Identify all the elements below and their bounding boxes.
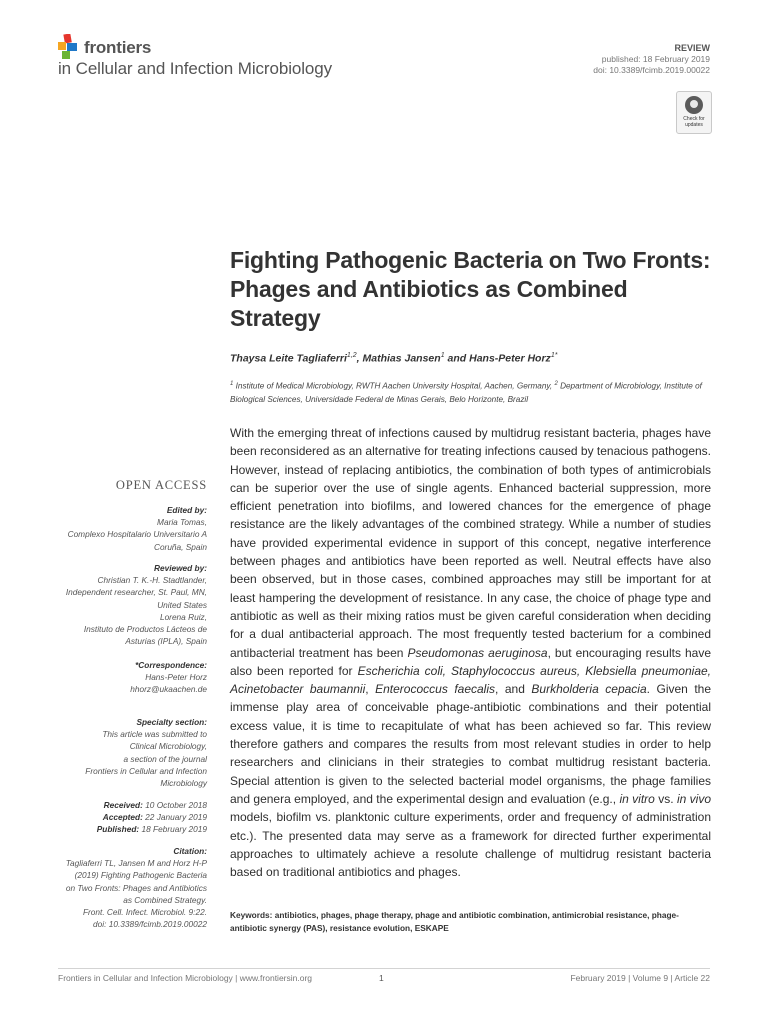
author-separator: , <box>356 352 363 365</box>
author-link[interactable]: Hans-Peter Horz <box>469 352 551 365</box>
abstract-species: Burkholderia cepacia <box>531 682 647 697</box>
specialty-line: Microbiology <box>160 778 207 789</box>
editor-line[interactable]: Maria Tomas, <box>157 517 207 528</box>
specialty-line: Clinical Microbiology, <box>129 741 207 752</box>
accepted-label: Accepted: <box>102 812 143 823</box>
author-link[interactable]: Mathias Jansen <box>362 352 441 365</box>
article-type: REVIEW <box>674 43 710 53</box>
keywords-list: antibiotics, phages, phage therapy, phage and antibiotic combination, antimicrobial resistance, phage-antibiotic synergy (PAS), resistance evolution, ESKAPE <box>230 910 679 933</box>
reviewer-line: Asturias (IPLA), Spain <box>125 636 207 647</box>
abstract-species: Pseudomonas aeruginosa <box>407 645 548 660</box>
footer-divider <box>58 968 710 969</box>
edited-by-block <box>40 504 207 553</box>
check-updates-label: Check for updates <box>683 116 705 128</box>
page-number: 1 <box>379 973 384 983</box>
published-value: 18 February 2019 <box>141 824 207 835</box>
abstract-term: in vivo <box>676 791 712 806</box>
check-for-updates-button[interactable] <box>676 91 712 134</box>
specialty-line: This article was submitted to <box>102 729 207 740</box>
brand-name: frontiers <box>84 38 152 57</box>
editor-line: Complexo Hospitalario Universitario A <box>67 529 207 540</box>
author-link[interactable]: Thaysa Leite Tagliaferri <box>230 352 347 365</box>
author-list <box>230 352 557 365</box>
received-date <box>40 799 207 811</box>
specialty-line: a section of the journal <box>123 753 207 764</box>
reviewed-by-label: Reviewed by: <box>153 563 207 573</box>
doi-link[interactable]: doi: 10.3389/fcimb.2019.00022 <box>593 65 710 75</box>
specialty-line: Frontiers in Cellular and Infection <box>85 765 207 776</box>
citation-line: Tagliaferri TL, Jansen M and Horz H-P <box>65 858 207 869</box>
keywords-label: Keywords: <box>230 910 273 920</box>
reviewer-line[interactable]: Lorena Ruiz, <box>159 611 207 622</box>
reviewer-line[interactable]: Christian T. K.-H. Stadtlander, <box>97 575 207 586</box>
editor-line: Coruña, Spain <box>153 541 207 552</box>
published-date: published: 18 February 2019 <box>601 54 710 64</box>
accepted-value: 22 January 2019 <box>145 812 207 823</box>
reviewer-line: Independent researcher, St. Paul, MN, <box>65 587 207 598</box>
abstract-text: , <box>365 682 376 697</box>
correspondence-name[interactable]: Hans-Peter Horz <box>145 672 207 683</box>
abstract-text: , but encouraging results have also been reported for <box>230 645 711 678</box>
affil-sup: 2 <box>554 381 558 387</box>
footer-issue-info: February 2019 | Volume 9 | Article 22 <box>570 973 710 983</box>
check-updates-icon <box>685 96 703 114</box>
specialty-label: Specialty section: <box>136 717 207 727</box>
accepted-date <box>40 811 207 823</box>
published-label: Published: <box>96 824 140 835</box>
citation-line: Front. Cell. Infect. Microbiol. 9:22. <box>82 907 207 918</box>
citation-line: (2019) Fighting Pathogenic Bacteria <box>74 870 207 881</box>
correspondence-block <box>40 659 207 696</box>
affil-sup: 1 <box>230 381 234 387</box>
abstract-species: Enterococcus faecalis <box>375 682 496 697</box>
author-separator: and <box>444 352 470 365</box>
affiliation-2: Department of Microbiology, Institute of Biological Sciences, Universidade Federal de Minas Gerais, Belo Horizonte, Brazil <box>230 381 702 404</box>
affiliation-1: Institute of Medical Microbiology, RWTH Aachen University Hospital, Aachen, Germany, <box>233 381 555 391</box>
abstract-paragraph <box>230 424 711 881</box>
citation-block <box>40 845 207 930</box>
citation-line: on Two Fronts: Phages and Antibiotics <box>65 882 207 893</box>
reviewer-line: Instituto de Productos Lácteos de <box>83 624 207 635</box>
keywords <box>230 909 711 934</box>
author-affil-sup: 1* <box>550 352 558 359</box>
received-value: 10 October 2018 <box>145 800 207 810</box>
abstract-species: Escherichia coli, Staphylococcus aureus, Klebsiella pneumoniae, Acinetobacter baumannii <box>230 663 712 697</box>
received-label: Received: <box>103 800 143 810</box>
citation-doi-link[interactable]: doi: 10.3389/fcimb.2019.00022 <box>93 919 207 930</box>
published-date-side <box>40 823 207 835</box>
abstract <box>230 424 711 881</box>
correspondence-email[interactable]: hhorz@ukaachen.de <box>130 684 207 695</box>
correspondence-label: *Correspondence: <box>135 660 207 670</box>
dates-block <box>40 799 207 836</box>
article-meta-header <box>593 43 710 76</box>
citation-line: as Combined Strategy. <box>123 894 207 905</box>
citation-label: Citation: <box>173 846 207 856</box>
reviewed-by-block <box>40 562 207 647</box>
abstract-term: in vitro <box>619 791 655 806</box>
edited-by-label: Edited by: <box>166 505 207 515</box>
abstract-text: With the emerging threat of infections caused by multidrug resistant bacteria, phages have been reconsidered as an alternative for treating infections caused by tenacious pathogens. However, instead of replacing antibiotics, the combination of both types of antimicrobials can be superior over the use of single agents. Enhanced bacterial suppression, more efficient penetration into biofilms, and lowered chances for the emergence of phage resistance are the likely advantages of the combined strategy. While a number of studies have provided experimental evidence in support of this concept, negative interference between phages and antibiotics have been reported as well. Neutral effects have also been observed, but in those cases, combined approaches may still be important for at least hampering the development of resistance. In any case, the choice of phage type and antibiotic as well as their mixing ratios must be given careful consideration when deciding for a dual antibacterial approach. The most frequently tested bacterium for a combined antibacterial treatment has been <box>230 426 711 660</box>
open-access-label: OPEN ACCESS <box>115 478 207 492</box>
abstract-text: models, biofilm vs. planktonic culture experiments, order and frequency of administration etc.). The presented data may serve as a framework for directed further experimental approaches to ultimately achieve a resolute challenge of multidrug resistant bacteria based on traditional antibiotics and phages. <box>230 810 711 880</box>
author-affil-sup: 1,2 <box>346 352 357 359</box>
author-affil-sup: 1 <box>440 352 445 359</box>
frontiers-logo-icon <box>58 34 80 60</box>
abstract-text: , and <box>495 682 532 697</box>
article-title: Fighting Pathogenic Bacteria on Two Fronts: Phages and Antibiotics as Combined Strategy <box>230 247 711 331</box>
specialty-block <box>40 716 207 789</box>
reviewer-line: United States <box>157 599 207 610</box>
affiliations <box>230 378 710 406</box>
abstract-text: vs. <box>654 791 677 806</box>
footer-journal-link[interactable]: Frontiers in Cellular and Infection Microbiology | www.frontiersin.org <box>58 973 313 983</box>
journal-name: in Cellular and Infection Microbiology <box>58 59 333 78</box>
abstract-text: . Given the immense play area of conceivable phage-antibiotic combinations and their potential excess value, it is time to recapitulate of what has been achieved so far. This review therefore gathers and compares the results from most relevant studies in order to help researchers and clinicians in their strategies to combat multidrug resistant bacteria. Special attention is given to the selected bacterial model organisms, the phage families and genera employed, and the experimental design and evaluation (e.g., <box>230 682 712 806</box>
